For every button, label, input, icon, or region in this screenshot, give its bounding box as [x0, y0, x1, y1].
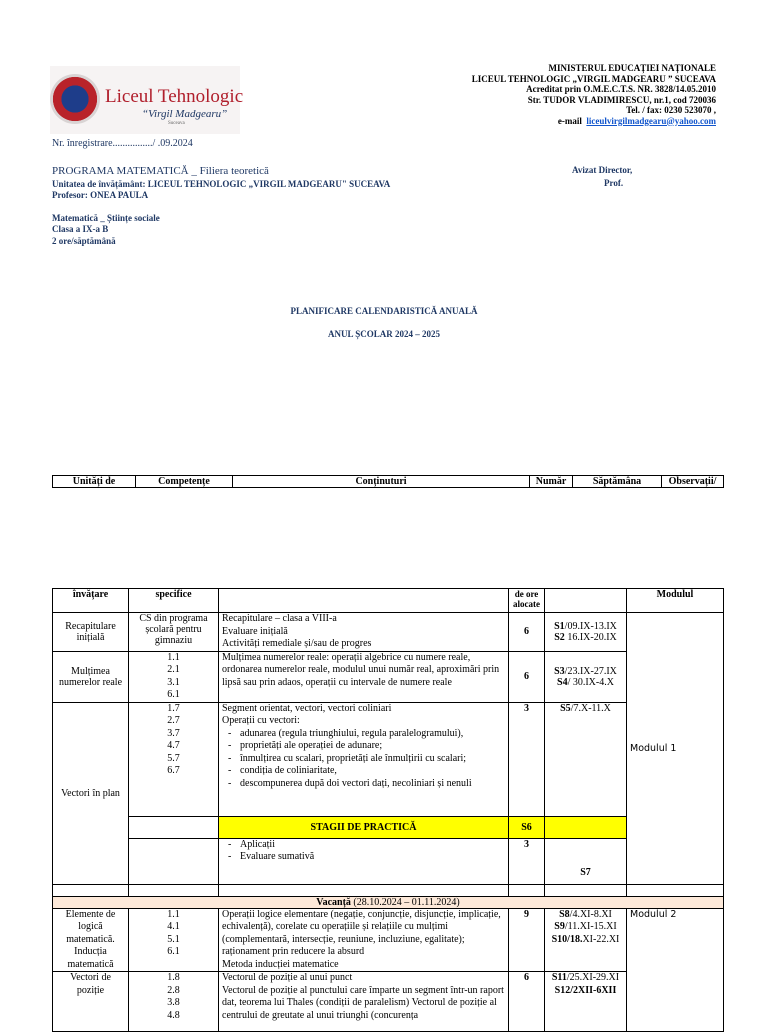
week-code: S8: [559, 908, 570, 920]
ministry-line: Str. TUDOR VLADIMIRESCU, nr.1, cod 720036: [527, 94, 716, 105]
week-cell: [545, 702, 627, 816]
email-line: [386, 116, 716, 127]
competence-code: 2.1: [167, 664, 180, 675]
logo-name: Liceul Tehnologic: [105, 86, 244, 107]
week-cell: [545, 816, 627, 838]
table-row: [53, 702, 724, 816]
hours-cell: 6: [509, 651, 545, 702]
col-header: de ore alocate: [509, 589, 545, 613]
hours-cell: 3: [509, 838, 545, 884]
practice-week: S6: [509, 816, 545, 838]
practice-label: STAGII DE PRACTICĂ: [219, 816, 509, 838]
header-table: [52, 475, 724, 488]
week-code: S9: [554, 921, 565, 932]
content-cell: [219, 613, 509, 652]
col-header: Număr: [530, 476, 573, 488]
content-line: Activități remediale și/sau de progres: [222, 638, 372, 649]
week-code: S4: [557, 676, 568, 688]
unit-cell: Elemente de logică matematică. Inducția matematică: [53, 908, 129, 972]
col-header: Competențe: [136, 476, 233, 488]
table-row: [53, 908, 724, 972]
competence-code: 1.7: [167, 702, 180, 714]
program-class: Clasa a IX-a B: [52, 224, 109, 234]
week-dates: / 30.IX-4.X: [567, 676, 614, 688]
competence-code: 1.1: [167, 651, 180, 663]
competence-code: 1.8: [167, 972, 180, 983]
program-subject: Matematică _ Științe sociale: [52, 213, 160, 223]
week-code: S11: [551, 972, 567, 983]
ministry-header: [386, 63, 716, 126]
week-dates: XI-22.XI: [582, 933, 620, 945]
competence-cell: [129, 908, 219, 972]
program-teacher: Profesor: ONEA PAULA: [52, 190, 149, 200]
week-cell: [545, 651, 627, 702]
competence-code: 6.7: [167, 765, 180, 776]
ministry-line: Tel. / fax: 0230 523070 ,: [626, 105, 716, 115]
table-row: [53, 884, 724, 896]
content-cell: [219, 838, 509, 884]
plan-title: PLANIFICARE CALENDARISTICĂ ANUALĂ: [290, 306, 478, 316]
logo-tagline: Suceava: [168, 121, 185, 126]
competence-code: 2.8: [167, 984, 180, 996]
competence-code: 6.1: [167, 946, 180, 957]
week-code: S5: [560, 702, 571, 714]
table-row: [53, 838, 724, 884]
list-item: - adunarea (regula triunghiului, regula paralelogramului),: [222, 728, 505, 741]
col-header: Modulul: [627, 589, 724, 613]
ministry-line: LICEUL TEHNOLOGIC „VIRGIL MADGEARU ” SUCEAVA: [471, 73, 716, 84]
week-code: S12/2XII-6XII: [554, 984, 617, 996]
competence-cell: [129, 651, 219, 702]
week-dates: /4.XI-8.XI: [569, 908, 612, 920]
vacation-row: [53, 896, 724, 908]
week-cell: [545, 908, 627, 972]
ministry-line: Acreditat prin O.M.E.C.T.S. NR. 3828/14.05.2010: [526, 84, 716, 94]
competence-code: 6.1: [167, 689, 180, 700]
week-cell: [545, 972, 627, 1032]
col-header: Săptămâna: [573, 476, 662, 488]
list-item: - condiția de coliniaritate,: [222, 765, 505, 778]
content-line: Operații cu vectori:: [222, 715, 300, 726]
content-cell: Mulțimea numerelor reale: operații algebrice cu numere reale, ordonarea numerelor reale, modulul unui număr real, aproximări prin lipsă sau prin adaos, operații cu intervale de numere reale: [219, 651, 509, 702]
table-row: [53, 972, 724, 1032]
header-row: [53, 476, 724, 488]
hours-cell: 6: [509, 613, 545, 652]
list-item: - descompunerea după doi vectori dați, necoliniari și nenuli: [222, 778, 505, 791]
approval-label: Avizat Director,: [572, 165, 633, 175]
col-header: Unități de: [53, 476, 136, 488]
ministry-line: MINISTERUL EDUCAȚIEI NAȚIONALE: [548, 63, 716, 73]
competence-code: 5.7: [167, 752, 180, 764]
competence-cell: [129, 838, 219, 884]
unit-cell: Vectori de poziție: [53, 972, 129, 1032]
table-row: [53, 816, 724, 838]
hours-cell: 9: [509, 908, 545, 972]
week-cell: [545, 613, 627, 652]
week-code: S10/18.: [551, 933, 583, 945]
registration-number: Nr. înregistrare................/ .09.2024: [52, 138, 193, 149]
table-row: [53, 651, 724, 702]
content-line: Recapitulare – clasa a VIII-a: [222, 613, 337, 624]
hours-cell: 6: [509, 972, 545, 1032]
content-line: Vectorul de poziție al unui punct: [222, 972, 353, 983]
content-line: Evaluare inițială: [222, 625, 288, 637]
competence-cell: [129, 702, 219, 816]
logo-subtitle: “Virgil Madgearu”: [142, 108, 228, 120]
email-label: e-mail: [557, 115, 582, 126]
competence-code: 4.1: [167, 921, 180, 932]
list-item: - înmulțirea cu scalari, proprietăți ale înmulțirii cu scalari;: [222, 753, 505, 766]
week-code: S3: [554, 665, 565, 677]
competence-code: 3.1: [167, 676, 180, 688]
content-line: Segment orientat, vectori, vectori coliniari: [222, 702, 392, 714]
header-row: [53, 589, 724, 613]
content-cell: [219, 972, 509, 1032]
col-header: [545, 589, 627, 613]
week-dates: /7.X-11.X: [570, 702, 611, 714]
competence-cell: CS din programa școlară pentru gimnaziu: [129, 613, 219, 652]
content-line: Metoda inducției matematice: [222, 958, 339, 970]
email-link[interactable]: liceulvirgilmadgearu@yahoo.com: [586, 115, 716, 126]
week-dates: /25.XI-29.XI: [566, 972, 620, 983]
col-header: [219, 589, 509, 613]
approval-prof: Prof.: [604, 178, 624, 188]
col-header: Conținuturi: [233, 476, 530, 488]
content-list: [222, 839, 505, 864]
vacation-dates: (28.10.2024 – 01.11.2024): [350, 896, 460, 908]
week-dates: 16.IX-20.IX: [564, 631, 617, 643]
content-cell: [219, 908, 509, 972]
competence-code: 1.1: [167, 908, 180, 920]
module-cell: Modulul 2: [627, 908, 724, 1032]
week-cell: S7: [545, 838, 627, 884]
competence-code: 3.8: [167, 997, 180, 1008]
vacation-cell: [53, 896, 724, 908]
year-title: ANUL ȘCOLAR 2024 – 2025: [327, 329, 440, 339]
competence-cell: [129, 972, 219, 1032]
list-item: - proprietăți ale operației de adunare;: [222, 740, 505, 753]
module-cell: Modulul 1: [627, 613, 724, 885]
planning-table: [52, 588, 724, 1032]
unit-cell: Mulțimea numerelor reale: [53, 651, 129, 702]
content-list: [222, 728, 505, 791]
week-dates: /11.XI-15.XI: [564, 921, 617, 932]
content-cell: [219, 702, 509, 816]
program-hours: 2 ore/săptămână: [52, 236, 116, 246]
week-dates: /09.IX-13.IX: [564, 620, 617, 632]
list-item: - Evaluare sumativă: [222, 851, 505, 864]
competence-code: 5.1: [167, 933, 180, 945]
program-unit: Unitatea de învățământ: LICEUL TEHNOLOGIC „VIRGIL MADGEARU" SUCEAVA: [52, 179, 391, 189]
unit-cell: Recapitulare inițială: [53, 613, 129, 652]
school-logo: [50, 66, 244, 134]
program-title: PROGRAMA MATEMATICĂ _ Filiera teoretică: [52, 165, 269, 177]
unit-cell: Vectori în plan: [53, 702, 129, 884]
competence-code: 4.8: [167, 1009, 180, 1021]
col-header: Observații/: [662, 476, 724, 488]
competence-code: 4.7: [167, 740, 180, 751]
competence-code: 2.7: [167, 715, 180, 726]
competence-code: 3.7: [167, 727, 180, 739]
week-code: S1: [554, 620, 565, 632]
col-header: învățare: [53, 589, 129, 613]
content-line: Vectorul de poziție al punctului care împarte un segment într-un raport dat, teorema lui Thales (condiții de paralelism) Vectorul de poziție al centrului de greutate al unui triunghi (concurența: [222, 984, 504, 1021]
vacation-label: Vacanță: [316, 896, 351, 908]
list-item: - Aplicații: [222, 839, 505, 852]
col-header: specifice: [129, 589, 219, 613]
week-code: S2: [554, 631, 565, 643]
week-dates: /23.IX-27.IX: [564, 665, 617, 677]
hours-cell: 3: [509, 702, 545, 816]
school-emblem-icon: [50, 74, 100, 124]
competence-cell: [129, 816, 219, 838]
table-row: [53, 613, 724, 652]
content-line: Operații logice elementare (negație, conjuncție, disjuncție, implicație, echivalență), corelate cu operațiile și relațiile cu mulțimi (complementară, intersecție, reuniune, incluziune, egalitate); raționament prin reducere la absurd: [222, 908, 501, 957]
